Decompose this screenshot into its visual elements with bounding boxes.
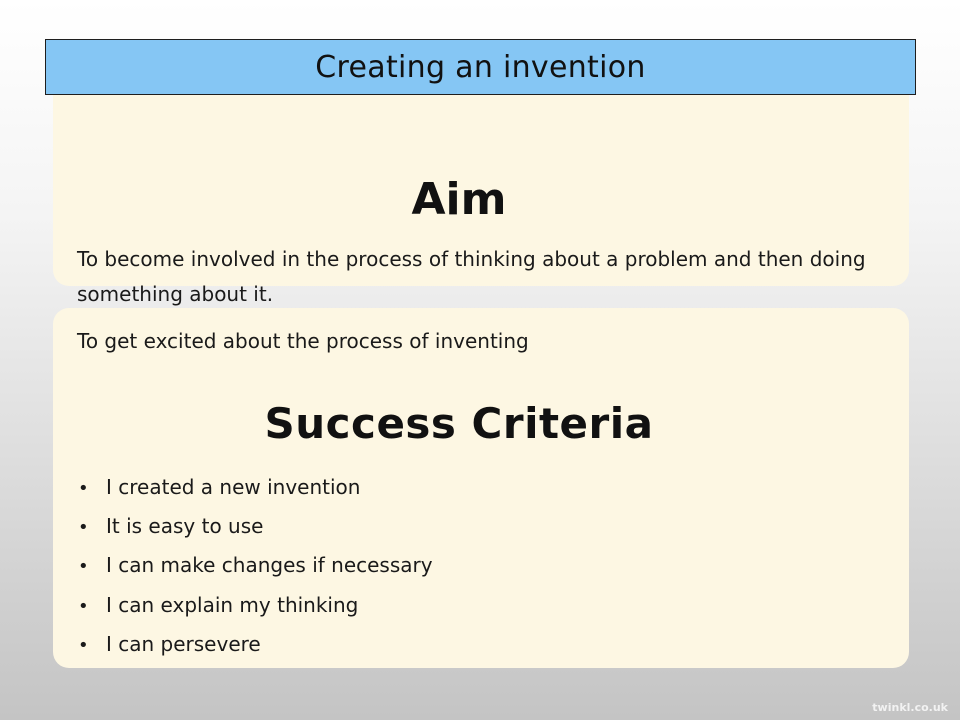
criterion-item xyxy=(78,629,433,668)
criterion-text: It is easy to use xyxy=(106,514,264,539)
criterion-text: I can explain my thinking xyxy=(106,592,359,617)
watermark-logo: twinkl.co.uk xyxy=(872,701,948,714)
criterion-item xyxy=(78,550,433,589)
criterion-text: I created a new invention xyxy=(106,475,361,499)
aim-text-line: To become involved in the process of thinking about a problem and then doing xyxy=(77,247,866,271)
bullet-icon: • xyxy=(78,634,89,656)
bullet-icon: • xyxy=(78,478,89,499)
aim-text-line: something about it. xyxy=(77,282,274,306)
bullet-icon: • xyxy=(78,517,89,539)
criterion-text: I can persevere xyxy=(106,631,261,656)
aim-heading: Aim xyxy=(411,174,507,225)
criterion-item xyxy=(78,472,433,511)
success-criteria-heading: Success Criteria xyxy=(264,399,654,448)
criterion-item xyxy=(78,511,433,550)
bullet-icon: • xyxy=(78,595,89,617)
bullet-icon: • xyxy=(78,556,89,578)
criterion-text: I can make changes if necessary xyxy=(106,553,433,578)
criterion-item xyxy=(78,590,433,629)
aim-text-line: To get excited about the process of inventing xyxy=(77,329,529,353)
slide-title: Creating an invention xyxy=(45,39,916,95)
success-criteria-list xyxy=(78,472,433,668)
